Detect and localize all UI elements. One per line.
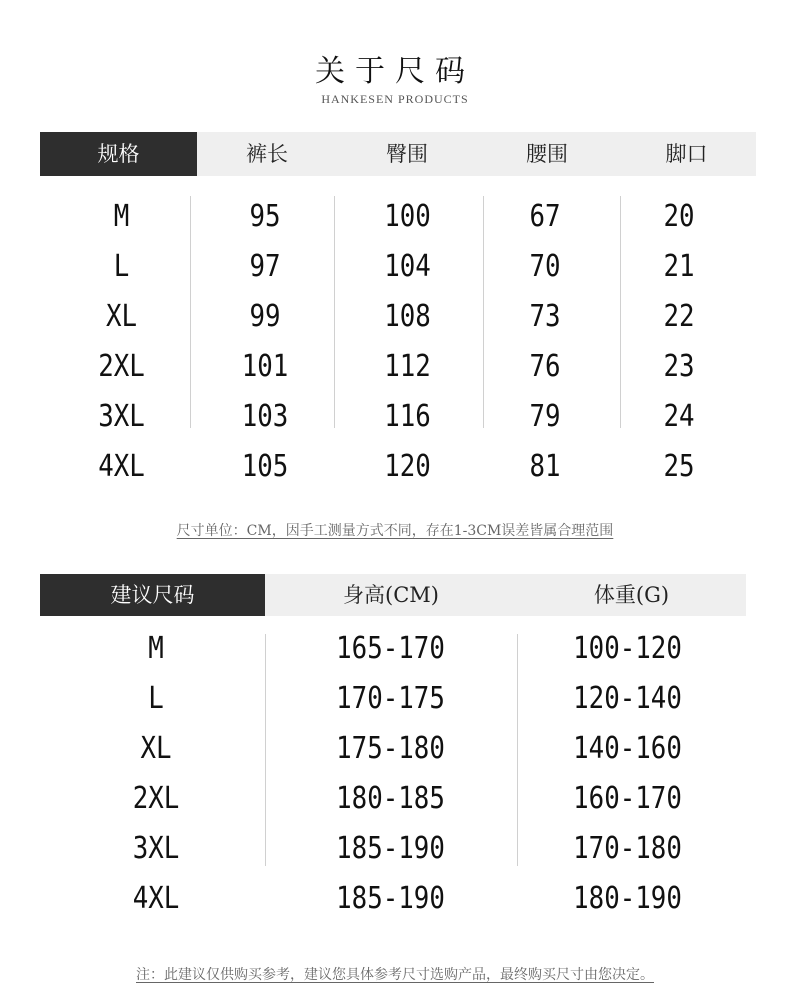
size-cell: L <box>113 249 130 284</box>
hip-cell: 116 <box>384 399 431 434</box>
disclaimer-note-text: 注：此建议仅供购买参考，建议您具体参考尺寸选购产品，最终购买尺寸由您决定。 <box>136 967 654 983</box>
recommend-header-height: 身高(CM) <box>343 583 439 607</box>
size-header-spec: 规格 <box>40 132 197 176</box>
hem-cell: 20 <box>663 199 695 234</box>
measurement-note <box>0 520 790 540</box>
size-table-divider <box>190 196 191 428</box>
size-header-length: 裤长 <box>246 142 288 166</box>
recommend-header-weight: 体重(G) <box>593 583 670 607</box>
length-cell: 101 <box>241 349 289 384</box>
table-row <box>40 774 746 824</box>
table-row <box>40 624 746 674</box>
waist-cell: 70 <box>529 249 561 284</box>
weight-cell: 120-140 <box>573 681 682 716</box>
length-cell: 103 <box>241 399 289 434</box>
table-row <box>40 292 756 342</box>
hip-cell: 104 <box>384 249 431 284</box>
weight-cell: 170-180 <box>573 831 682 866</box>
waist-cell: 76 <box>529 349 561 384</box>
measurement-note-text: 尺寸单位：CM，因手工测量方式不同，存在1-3CM误差皆属合理范围 <box>176 523 614 539</box>
recommend-table-divider <box>517 634 518 866</box>
page-title: 关于尺码 <box>315 54 475 89</box>
weight-cell: 140-160 <box>573 731 682 766</box>
table-row <box>40 674 746 724</box>
length-cell: 99 <box>249 299 281 334</box>
size-header-hem: 脚口 <box>665 142 708 166</box>
length-cell: 97 <box>249 249 281 284</box>
size-cell: 3XL <box>132 831 180 866</box>
size-table-header <box>40 132 756 176</box>
hip-cell: 108 <box>384 299 431 334</box>
size-table-body <box>40 192 756 492</box>
table-row <box>40 392 756 442</box>
table-row <box>40 724 746 774</box>
weight-cell: 180-190 <box>573 881 682 916</box>
table-row <box>40 242 756 292</box>
size-cell: 4XL <box>132 881 180 916</box>
size-table-divider <box>620 196 621 428</box>
height-cell: 185-190 <box>336 881 445 916</box>
hem-cell: 24 <box>663 399 695 434</box>
waist-cell: 67 <box>529 199 561 234</box>
size-cell: 3XL <box>98 399 145 434</box>
size-header-hip: 臀围 <box>386 142 428 166</box>
size-table-divider <box>334 196 335 428</box>
height-cell: 180-185 <box>336 781 445 816</box>
height-cell: 185-190 <box>336 831 445 866</box>
table-row <box>40 192 756 242</box>
hem-cell: 22 <box>663 299 695 334</box>
table-row <box>40 442 756 492</box>
hip-cell: 120 <box>384 449 431 484</box>
height-cell: 175-180 <box>336 731 445 766</box>
size-table-divider <box>483 196 484 428</box>
weight-cell: 160-170 <box>573 781 682 816</box>
hem-cell: 25 <box>663 449 695 484</box>
size-cell: 2XL <box>132 781 180 816</box>
size-header-waist: 腰围 <box>526 142 568 166</box>
hem-cell: 21 <box>663 249 695 284</box>
size-cell: 2XL <box>98 349 145 384</box>
size-cell: XL <box>105 299 138 334</box>
hip-cell: 100 <box>384 199 431 234</box>
recommend-table-header <box>40 574 746 616</box>
weight-cell: 100-120 <box>573 631 682 666</box>
waist-cell: 73 <box>529 299 561 334</box>
recommend-table-body <box>40 624 746 924</box>
height-cell: 170-175 <box>336 681 445 716</box>
table-row <box>40 824 746 874</box>
size-cell: M <box>113 199 130 234</box>
height-cell: 165-170 <box>336 631 445 666</box>
recommend-header-size: 建议尺码 <box>40 574 265 616</box>
disclaimer-note <box>0 964 790 984</box>
table-row <box>40 874 746 924</box>
table-row <box>40 342 756 392</box>
waist-cell: 81 <box>529 449 561 484</box>
waist-cell: 79 <box>529 399 561 434</box>
hem-cell: 23 <box>663 349 695 384</box>
length-cell: 95 <box>249 199 281 234</box>
brand-subtitle: HANKESEN PRODUCTS <box>321 92 469 106</box>
size-cell: 4XL <box>98 449 145 484</box>
length-cell: 105 <box>241 449 289 484</box>
size-cell: XL <box>140 731 172 766</box>
size-cell: M <box>148 631 164 666</box>
size-cell: L <box>148 681 164 716</box>
recommend-table-divider <box>265 634 266 866</box>
hip-cell: 112 <box>384 349 431 384</box>
